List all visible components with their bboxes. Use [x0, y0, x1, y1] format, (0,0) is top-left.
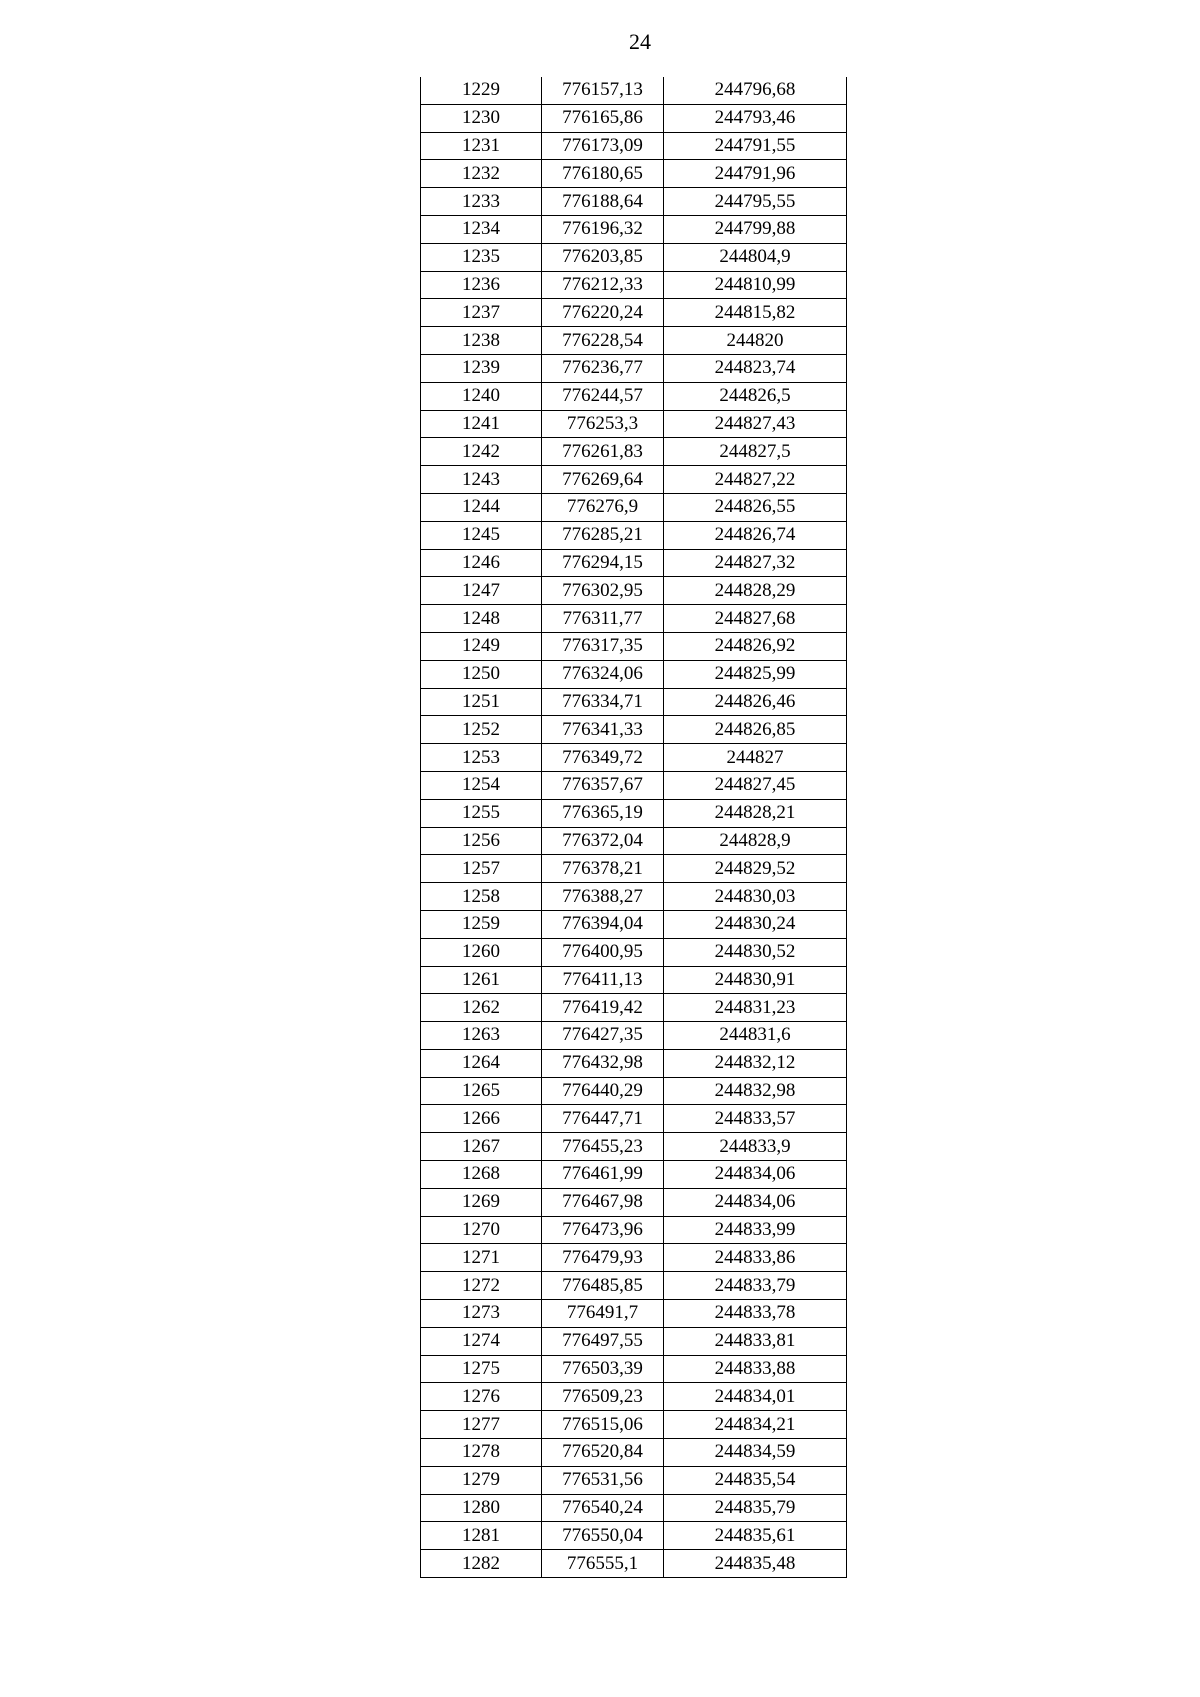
point-number-cell: 1255	[421, 799, 542, 827]
table-row	[421, 327, 847, 355]
y-coordinate-cell: 244830,52	[664, 938, 847, 966]
x-coordinate-cell: 776341,33	[542, 716, 664, 744]
point-number-cell: 1264	[421, 1049, 542, 1077]
table-row	[421, 827, 847, 855]
point-number-cell: 1235	[421, 243, 542, 271]
point-number-cell: 1280	[421, 1494, 542, 1522]
point-number-cell: 1251	[421, 688, 542, 716]
x-coordinate-cell: 776236,77	[542, 354, 664, 382]
point-number-cell: 1260	[421, 938, 542, 966]
point-number-cell: 1233	[421, 188, 542, 216]
table-row	[421, 1077, 847, 1105]
y-coordinate-cell: 244820	[664, 327, 847, 355]
x-coordinate-cell: 776400,95	[542, 938, 664, 966]
x-coordinate-cell: 776378,21	[542, 855, 664, 883]
table-row	[421, 188, 847, 216]
x-coordinate-cell: 776509,23	[542, 1383, 664, 1411]
y-coordinate-cell: 244834,06	[664, 1188, 847, 1216]
table-row	[421, 994, 847, 1022]
x-coordinate-cell: 776276,9	[542, 493, 664, 521]
y-coordinate-cell: 244831,6	[664, 1022, 847, 1050]
x-coordinate-cell: 776503,39	[542, 1355, 664, 1383]
point-number-cell: 1250	[421, 660, 542, 688]
point-number-cell: 1263	[421, 1022, 542, 1050]
y-coordinate-cell: 244835,79	[664, 1494, 847, 1522]
point-number-cell: 1243	[421, 466, 542, 494]
point-number-cell: 1270	[421, 1216, 542, 1244]
point-number-cell: 1257	[421, 855, 542, 883]
x-coordinate-cell: 776515,06	[542, 1411, 664, 1439]
y-coordinate-cell: 244795,55	[664, 188, 847, 216]
y-coordinate-cell: 244825,99	[664, 660, 847, 688]
point-number-cell: 1232	[421, 160, 542, 188]
point-number-cell: 1277	[421, 1411, 542, 1439]
y-coordinate-cell: 244826,46	[664, 688, 847, 716]
x-coordinate-cell: 776427,35	[542, 1022, 664, 1050]
y-coordinate-cell: 244835,48	[664, 1550, 847, 1578]
table-row	[421, 1355, 847, 1383]
table-row	[421, 215, 847, 243]
x-coordinate-cell: 776555,1	[542, 1550, 664, 1578]
point-number-cell: 1237	[421, 299, 542, 327]
table-row	[421, 243, 847, 271]
table-row	[421, 382, 847, 410]
x-coordinate-cell: 776317,35	[542, 632, 664, 660]
y-coordinate-cell: 244835,61	[664, 1522, 847, 1550]
point-number-cell: 1242	[421, 438, 542, 466]
y-coordinate-cell: 244834,06	[664, 1161, 847, 1189]
point-number-cell: 1281	[421, 1522, 542, 1550]
point-number-cell: 1240	[421, 382, 542, 410]
y-coordinate-cell: 244826,74	[664, 521, 847, 549]
table-row	[421, 1522, 847, 1550]
point-number-cell: 1259	[421, 910, 542, 938]
x-coordinate-cell: 776540,24	[542, 1494, 664, 1522]
x-coordinate-cell: 776432,98	[542, 1049, 664, 1077]
table-row	[421, 160, 847, 188]
table-row	[421, 1494, 847, 1522]
y-coordinate-cell: 244827	[664, 744, 847, 772]
x-coordinate-cell: 776203,85	[542, 243, 664, 271]
y-coordinate-cell: 244828,21	[664, 799, 847, 827]
x-coordinate-cell: 776157,13	[542, 77, 664, 104]
point-number-cell: 1249	[421, 632, 542, 660]
y-coordinate-cell: 244833,81	[664, 1327, 847, 1355]
x-coordinate-cell: 776173,09	[542, 132, 664, 160]
table-row	[421, 1466, 847, 1494]
table-row	[421, 1216, 847, 1244]
point-number-cell: 1231	[421, 132, 542, 160]
x-coordinate-cell: 776261,83	[542, 438, 664, 466]
point-number-cell: 1278	[421, 1439, 542, 1467]
x-coordinate-cell: 776491,7	[542, 1300, 664, 1328]
y-coordinate-cell: 244833,9	[664, 1133, 847, 1161]
table-row	[421, 1049, 847, 1077]
x-coordinate-cell: 776455,23	[542, 1133, 664, 1161]
table-row	[421, 799, 847, 827]
table-row	[421, 410, 847, 438]
x-coordinate-cell: 776311,77	[542, 605, 664, 633]
table-row	[421, 605, 847, 633]
y-coordinate-cell: 244796,68	[664, 77, 847, 104]
table-row	[421, 1161, 847, 1189]
table-row	[421, 299, 847, 327]
table-row	[421, 1188, 847, 1216]
y-coordinate-cell: 244827,43	[664, 410, 847, 438]
coordinates-table-container	[420, 77, 845, 1578]
table-row	[421, 354, 847, 382]
x-coordinate-cell: 776520,84	[542, 1439, 664, 1467]
point-number-cell: 1273	[421, 1300, 542, 1328]
point-number-cell: 1239	[421, 354, 542, 382]
y-coordinate-cell: 244834,21	[664, 1411, 847, 1439]
y-coordinate-cell: 244830,24	[664, 910, 847, 938]
point-number-cell: 1247	[421, 577, 542, 605]
table-row	[421, 1439, 847, 1467]
table-row	[421, 716, 847, 744]
point-number-cell: 1275	[421, 1355, 542, 1383]
point-number-cell: 1262	[421, 994, 542, 1022]
table-row	[421, 77, 847, 104]
table-row	[421, 466, 847, 494]
y-coordinate-cell: 244791,55	[664, 132, 847, 160]
y-coordinate-cell: 244832,12	[664, 1049, 847, 1077]
y-coordinate-cell: 244833,86	[664, 1244, 847, 1272]
point-number-cell: 1282	[421, 1550, 542, 1578]
x-coordinate-cell: 776440,29	[542, 1077, 664, 1105]
table-row	[421, 104, 847, 132]
y-coordinate-cell: 244834,59	[664, 1439, 847, 1467]
y-coordinate-cell: 244826,85	[664, 716, 847, 744]
x-coordinate-cell: 776531,56	[542, 1466, 664, 1494]
point-number-cell: 1234	[421, 215, 542, 243]
x-coordinate-cell: 776461,99	[542, 1161, 664, 1189]
x-coordinate-cell: 776180,65	[542, 160, 664, 188]
table-row	[421, 493, 847, 521]
x-coordinate-cell: 776388,27	[542, 883, 664, 911]
point-number-cell: 1254	[421, 771, 542, 799]
x-coordinate-cell: 776220,24	[542, 299, 664, 327]
x-coordinate-cell: 776334,71	[542, 688, 664, 716]
point-number-cell: 1246	[421, 549, 542, 577]
table-row	[421, 1272, 847, 1300]
point-number-cell: 1241	[421, 410, 542, 438]
table-row	[421, 660, 847, 688]
x-coordinate-cell: 776302,95	[542, 577, 664, 605]
point-number-cell: 1236	[421, 271, 542, 299]
y-coordinate-cell: 244828,29	[664, 577, 847, 605]
table-row	[421, 521, 847, 549]
table-row	[421, 883, 847, 911]
point-number-cell: 1258	[421, 883, 542, 911]
x-coordinate-cell: 776244,57	[542, 382, 664, 410]
table-row	[421, 688, 847, 716]
x-coordinate-cell: 776212,33	[542, 271, 664, 299]
y-coordinate-cell: 244833,79	[664, 1272, 847, 1300]
table-row	[421, 1327, 847, 1355]
table-row	[421, 855, 847, 883]
point-number-cell: 1267	[421, 1133, 542, 1161]
table-row	[421, 1411, 847, 1439]
x-coordinate-cell: 776285,21	[542, 521, 664, 549]
y-coordinate-cell: 244833,88	[664, 1355, 847, 1383]
table-row	[421, 1244, 847, 1272]
y-coordinate-cell: 244830,03	[664, 883, 847, 911]
point-number-cell: 1268	[421, 1161, 542, 1189]
y-coordinate-cell: 244799,88	[664, 215, 847, 243]
x-coordinate-cell: 776485,85	[542, 1272, 664, 1300]
point-number-cell: 1269	[421, 1188, 542, 1216]
x-coordinate-cell: 776188,64	[542, 188, 664, 216]
x-coordinate-cell: 776196,32	[542, 215, 664, 243]
table-row	[421, 632, 847, 660]
y-coordinate-cell: 244831,23	[664, 994, 847, 1022]
point-number-cell: 1261	[421, 966, 542, 994]
point-number-cell: 1271	[421, 1244, 542, 1272]
y-coordinate-cell: 244791,96	[664, 160, 847, 188]
y-coordinate-cell: 244830,91	[664, 966, 847, 994]
x-coordinate-cell: 776497,55	[542, 1327, 664, 1355]
table-row	[421, 1133, 847, 1161]
point-number-cell: 1276	[421, 1383, 542, 1411]
y-coordinate-cell: 244829,52	[664, 855, 847, 883]
y-coordinate-cell: 244827,22	[664, 466, 847, 494]
x-coordinate-cell: 776269,64	[542, 466, 664, 494]
x-coordinate-cell: 776228,54	[542, 327, 664, 355]
point-number-cell: 1244	[421, 493, 542, 521]
point-number-cell: 1229	[421, 77, 542, 104]
x-coordinate-cell: 776372,04	[542, 827, 664, 855]
point-number-cell: 1252	[421, 716, 542, 744]
x-coordinate-cell: 776253,3	[542, 410, 664, 438]
x-coordinate-cell: 776479,93	[542, 1244, 664, 1272]
x-coordinate-cell: 776550,04	[542, 1522, 664, 1550]
table-row	[421, 966, 847, 994]
point-number-cell: 1238	[421, 327, 542, 355]
table-row	[421, 132, 847, 160]
coordinates-table	[420, 77, 847, 1578]
x-coordinate-cell: 776473,96	[542, 1216, 664, 1244]
page-number: 24	[629, 29, 651, 54]
y-coordinate-cell: 244810,99	[664, 271, 847, 299]
point-number-cell: 1272	[421, 1272, 542, 1300]
table-row	[421, 1105, 847, 1133]
table-row	[421, 1383, 847, 1411]
table-row	[421, 577, 847, 605]
x-coordinate-cell: 776324,06	[542, 660, 664, 688]
table-row	[421, 744, 847, 772]
point-number-cell: 1274	[421, 1327, 542, 1355]
y-coordinate-cell: 244833,57	[664, 1105, 847, 1133]
point-number-cell: 1245	[421, 521, 542, 549]
table-row	[421, 938, 847, 966]
coordinates-table-body	[421, 77, 847, 1578]
x-coordinate-cell: 776349,72	[542, 744, 664, 772]
x-coordinate-cell: 776294,15	[542, 549, 664, 577]
y-coordinate-cell: 244833,99	[664, 1216, 847, 1244]
y-coordinate-cell: 244793,46	[664, 104, 847, 132]
table-row	[421, 271, 847, 299]
table-row	[421, 1022, 847, 1050]
table-row	[421, 910, 847, 938]
point-number-cell: 1253	[421, 744, 542, 772]
y-coordinate-cell: 244835,54	[664, 1466, 847, 1494]
table-row	[421, 1550, 847, 1578]
table-row	[421, 771, 847, 799]
y-coordinate-cell: 244828,9	[664, 827, 847, 855]
x-coordinate-cell: 776447,71	[542, 1105, 664, 1133]
x-coordinate-cell: 776365,19	[542, 799, 664, 827]
y-coordinate-cell: 244827,68	[664, 605, 847, 633]
y-coordinate-cell: 244804,9	[664, 243, 847, 271]
x-coordinate-cell: 776467,98	[542, 1188, 664, 1216]
y-coordinate-cell: 244827,45	[664, 771, 847, 799]
y-coordinate-cell: 244834,01	[664, 1383, 847, 1411]
x-coordinate-cell: 776419,42	[542, 994, 664, 1022]
point-number-cell: 1265	[421, 1077, 542, 1105]
y-coordinate-cell: 244826,5	[664, 382, 847, 410]
y-coordinate-cell: 244832,98	[664, 1077, 847, 1105]
y-coordinate-cell: 244827,32	[664, 549, 847, 577]
point-number-cell: 1266	[421, 1105, 542, 1133]
y-coordinate-cell: 244827,5	[664, 438, 847, 466]
table-row	[421, 438, 847, 466]
y-coordinate-cell: 244815,82	[664, 299, 847, 327]
point-number-cell: 1248	[421, 605, 542, 633]
x-coordinate-cell: 776357,67	[542, 771, 664, 799]
y-coordinate-cell: 244833,78	[664, 1300, 847, 1328]
table-row	[421, 1300, 847, 1328]
y-coordinate-cell: 244823,74	[664, 354, 847, 382]
table-row	[421, 549, 847, 577]
y-coordinate-cell: 244826,55	[664, 493, 847, 521]
point-number-cell: 1279	[421, 1466, 542, 1494]
x-coordinate-cell: 776394,04	[542, 910, 664, 938]
point-number-cell: 1256	[421, 827, 542, 855]
point-number-cell: 1230	[421, 104, 542, 132]
x-coordinate-cell: 776411,13	[542, 966, 664, 994]
x-coordinate-cell: 776165,86	[542, 104, 664, 132]
y-coordinate-cell: 244826,92	[664, 632, 847, 660]
